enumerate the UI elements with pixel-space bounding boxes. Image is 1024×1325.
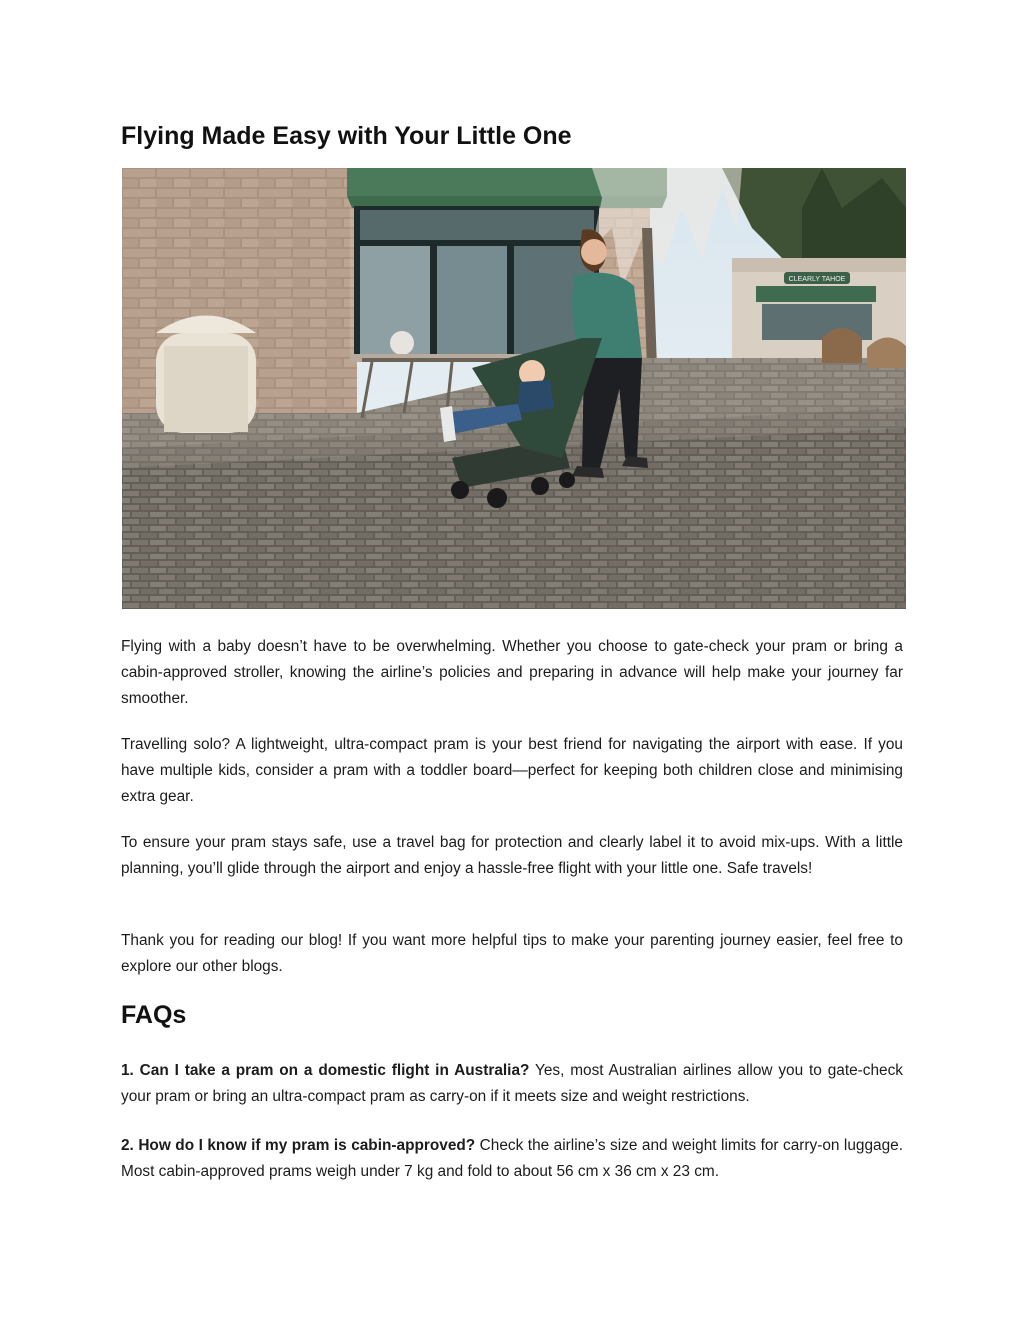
article-title: Flying Made Easy with Your Little One xyxy=(121,122,572,150)
thank-you-paragraph: Thank you for reading our blog! If you want more helpful tips to make your parenting journey easier, feel free to explore our other blogs. xyxy=(121,932,903,975)
storefront-sign: CLEARLY TAHOE xyxy=(788,276,846,283)
faq-item xyxy=(121,1058,903,1110)
faq-question: 1. Can I take a pram on a domestic flight in Australia? xyxy=(121,1062,530,1079)
faq-question: 2. How do I know if my pram is cabin-approved? xyxy=(121,1137,476,1154)
faq-heading: FAQs xyxy=(121,1001,187,1029)
hero-image xyxy=(122,168,906,609)
pram-safety-paragraph: To ensure your pram stays safe, use a travel bag for protection and clearly label it to avoid mix-ups. With a little planning, you’ll glide through the airport and enjoy a hassle-free flight with your little one. Safe travels! xyxy=(121,834,903,877)
solo-travel-paragraph: Travelling solo? A lightweight, ultra-compact pram is your best friend for navigating the airport with ease. If you have multiple kids, consider a pram with a toddler board—perfect for keeping both children close and minimising extra gear. xyxy=(121,736,903,805)
faq-answer: Yes, most Australian airlines allow you to gate-check your pram or bring an ultra-compact pram as carry-on if it meets size and weight restrictions. xyxy=(121,1062,903,1105)
faq-item xyxy=(121,1133,903,1185)
intro-paragraph: Flying with a baby doesn’t have to be overwhelming. Whether you choose to gate-check your pram or bring a cabin-approved stroller, knowing the airline’s policies and preparing in advance will help make your journey far smoother. xyxy=(121,638,903,707)
faq-answer: Check the airline’s size and weight limits for carry-on luggage. Most cabin-approved prams weigh under 7 kg and fold to about 56 cm x 36 cm x 23 cm. xyxy=(121,1137,903,1180)
